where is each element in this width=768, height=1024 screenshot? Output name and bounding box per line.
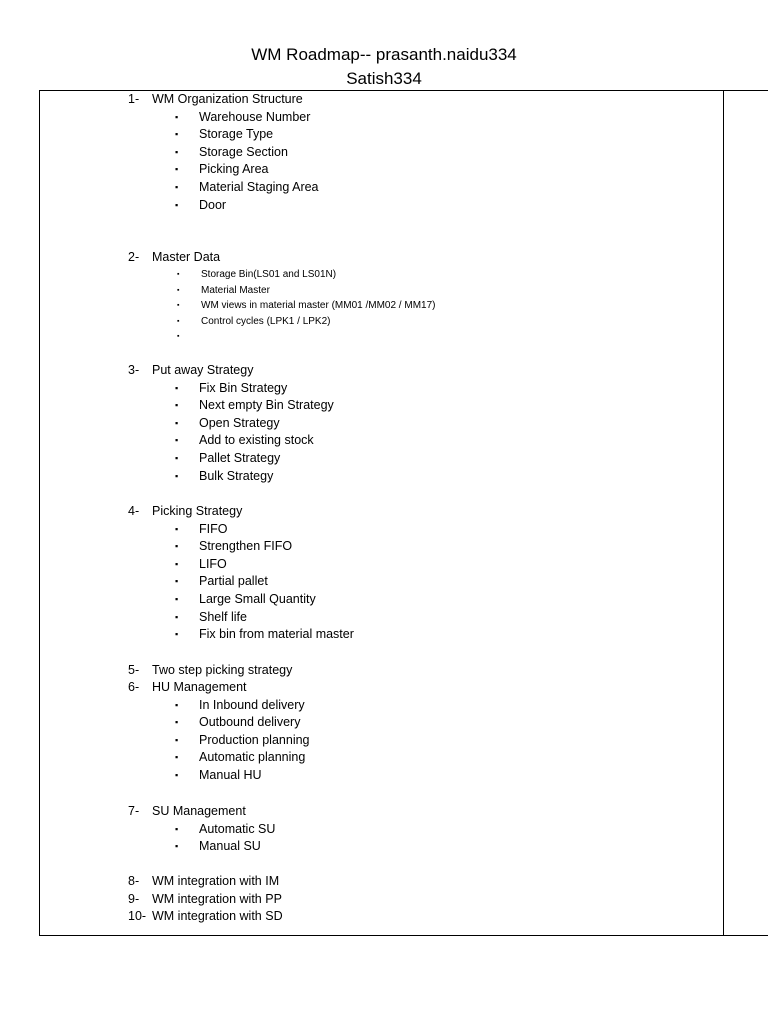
bullet-icon: ▪ [175, 470, 179, 481]
bullet-icon: ▪ [175, 841, 179, 852]
bullet-icon: ▪ [175, 770, 179, 780]
bullet-icon: ▪ [175, 382, 179, 393]
list-item: Shelf life [199, 609, 247, 624]
bullet-icon: ▪ [175, 629, 179, 640]
bullet-icon: ▪ [175, 199, 179, 210]
list-item: Storage Type [199, 127, 274, 142]
bullet-icon: ▪ [175, 594, 179, 604]
list-item: WM views in material master (MM01 /MM02 / MM17) [201, 300, 436, 311]
section-number: 2- [128, 250, 140, 264]
list-item: Open Strategy [199, 415, 280, 430]
document-subtitle: Satish334 [346, 69, 422, 88]
section-heading: HU Management [152, 680, 247, 694]
section-heading: Put away Strategy [152, 363, 254, 377]
bullet-icon: ▪ [175, 111, 179, 122]
section-number: 3- [128, 363, 140, 377]
bullet-icon: ▪ [175, 523, 179, 534]
section-heading: Two step picking strategy [152, 663, 293, 677]
section-number: 10- [128, 909, 147, 923]
bullet-icon: ▪ [175, 182, 179, 192]
list-item: Pallet Strategy [199, 451, 281, 465]
list-item: Bulk Strategy [199, 468, 274, 483]
bullet-icon: ▪ [175, 752, 179, 763]
list-item: Production planning [199, 732, 310, 747]
bullet-icon: ▪ [175, 146, 179, 157]
bullet-icon: ▪ [177, 317, 180, 325]
list-item: Manual HU [199, 768, 262, 782]
bullet-icon: ▪ [175, 417, 179, 428]
list-item: Material Staging Area [199, 180, 319, 194]
list-item: Control cycles (LPK1 / LPK2) [201, 315, 331, 327]
bullet-icon: ▪ [177, 302, 180, 309]
list-item: Manual SU [199, 839, 261, 854]
bullet-icon: ▪ [175, 734, 179, 745]
section-heading: WM integration with IM [152, 874, 280, 888]
section-number: 6- [128, 680, 140, 694]
section-number: 1- [128, 92, 140, 106]
section-heading: Picking Strategy [152, 504, 243, 518]
section-heading: Master Data [152, 250, 221, 264]
bullet-icon: ▪ [177, 333, 180, 340]
list-item: Storage Bin(LS01 and LS01N) [201, 269, 337, 280]
list-item: In Inbound delivery [199, 697, 305, 712]
list-item: Fix Bin Strategy [199, 380, 288, 395]
list-item: Warehouse Number [199, 109, 311, 124]
section-heading: WM integration with PP [152, 892, 282, 906]
list-item: Picking Area [199, 162, 269, 177]
section-number: 8- [128, 874, 140, 888]
bullet-icon: ▪ [177, 286, 180, 294]
section-number: 9- [128, 892, 140, 906]
list-item: Large Small Quantity [199, 592, 316, 606]
bullet-icon: ▪ [175, 823, 179, 834]
section-number: 7- [128, 804, 140, 818]
bullet-icon: ▪ [175, 164, 179, 175]
bullet-icon: ▪ [177, 271, 180, 278]
bullet-icon: ▪ [175, 435, 179, 446]
section-number: 4- [128, 504, 140, 518]
list-item: Material Master [201, 284, 270, 296]
section-heading: WM Organization Structure [152, 92, 303, 106]
list-item: Automatic planning [199, 750, 306, 765]
list-item: Add to existing stock [199, 433, 314, 448]
list-item: Automatic SU [199, 821, 276, 836]
list-item: Outbound delivery [199, 715, 301, 730]
list-item: Door [199, 197, 227, 212]
bullet-icon: ▪ [175, 576, 179, 587]
section-heading: WM integration with SD [152, 909, 283, 923]
bullet-icon: ▪ [175, 129, 179, 140]
bullet-icon: ▪ [175, 558, 179, 569]
bullet-icon: ▪ [175, 611, 179, 622]
list-item: Storage Section [199, 144, 288, 159]
list-item: Next empty Bin Strategy [199, 398, 334, 413]
list-item: Strengthen FIFO [199, 539, 293, 554]
section-number: 5- [128, 663, 140, 677]
document-title: WM Roadmap-- prasanth.naidu334 [251, 45, 517, 64]
bullet-icon: ▪ [175, 453, 179, 463]
table-column-divider [723, 91, 724, 936]
bullet-icon: ▪ [175, 541, 179, 552]
table-frame [39, 90, 768, 936]
bullet-icon: ▪ [175, 717, 179, 728]
list-item: FIFO [199, 521, 228, 536]
list-item: LIFO [199, 556, 227, 571]
list-item: Partial pallet [199, 574, 268, 589]
section-heading: SU Management [152, 804, 246, 818]
bullet-icon: ▪ [175, 400, 179, 411]
bullet-icon: ▪ [175, 699, 179, 710]
list-item: Fix bin from material master [199, 627, 354, 642]
